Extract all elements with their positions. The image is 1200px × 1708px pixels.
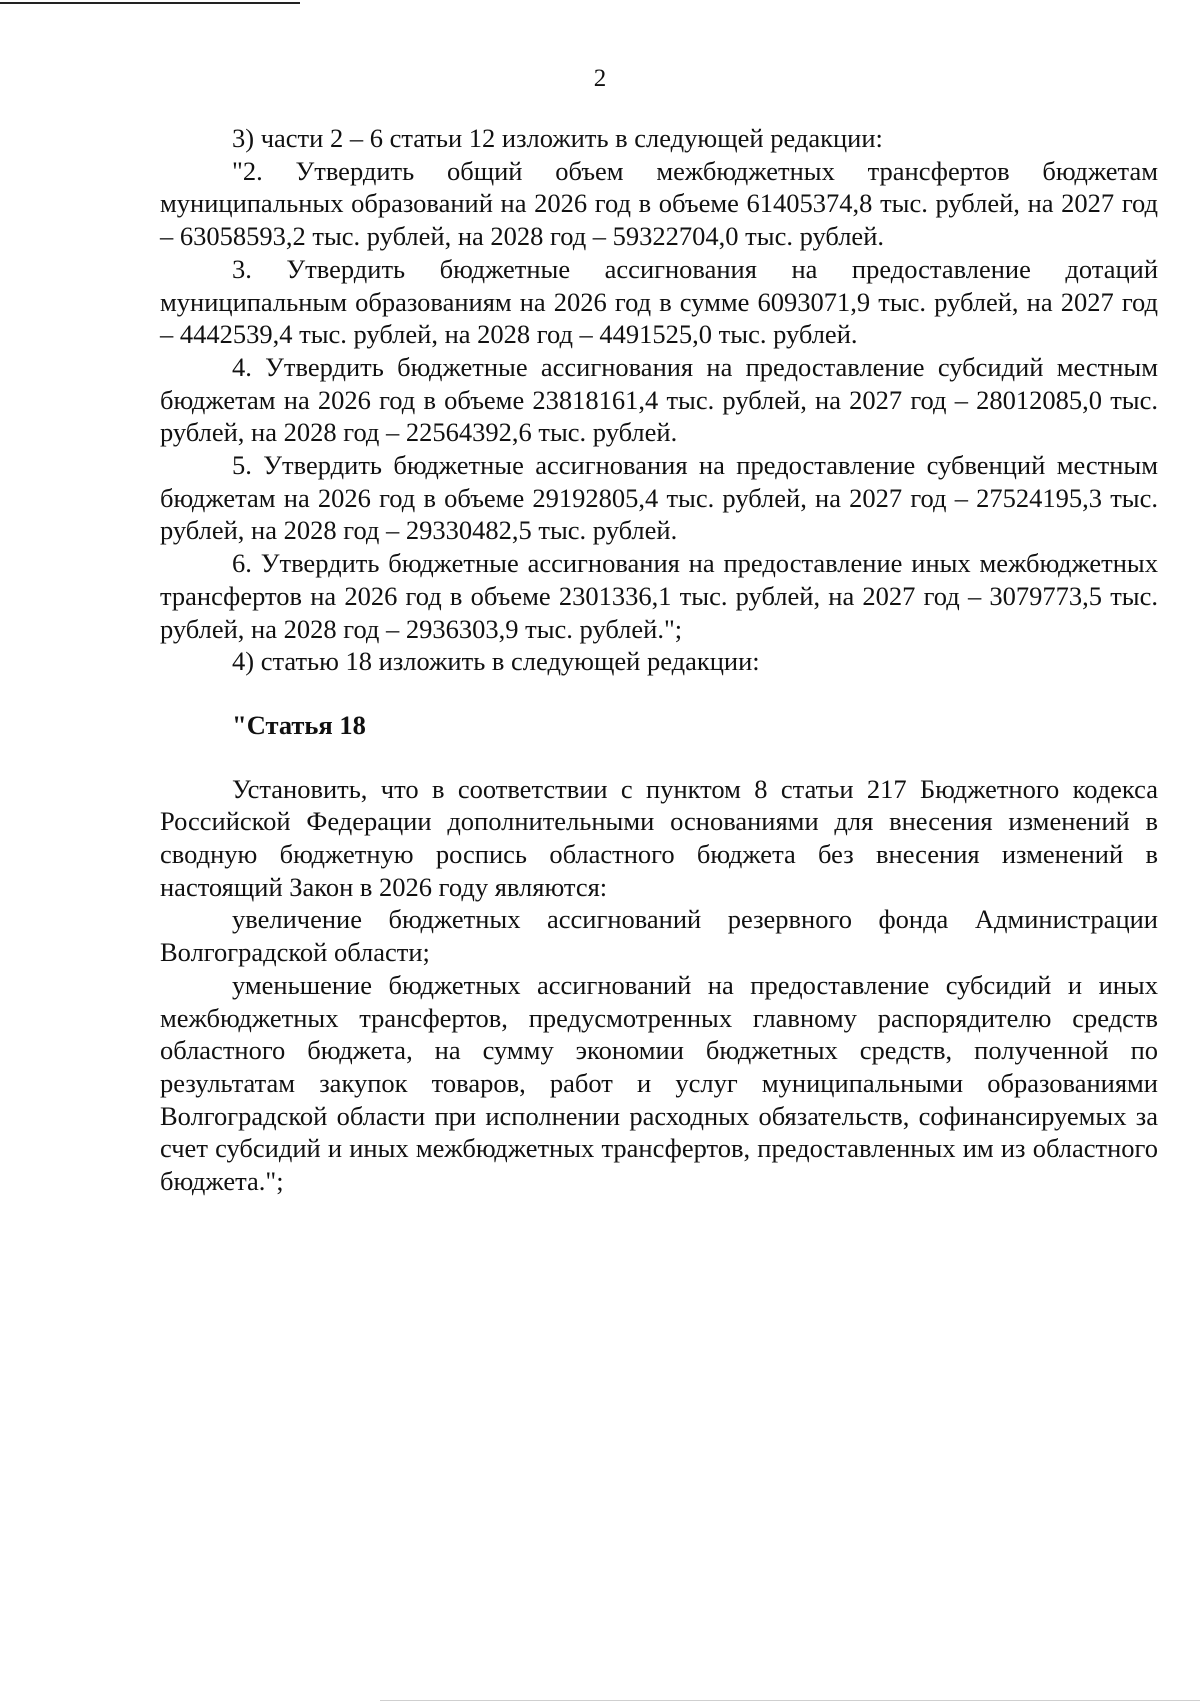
paragraph-part-5: 5. Утвердить бюджетные ассигнования на предоставление субвенций местным бюджетам на 2026 год в объеме 29192805,4 тыс. рублей, на 2027 год – 27524195,3 тыс. рублей, на 2028 год – 29330482,5 тыс. рублей. <box>160 450 1158 546</box>
page-number: 2 <box>593 65 607 92</box>
document-body <box>160 122 1158 1198</box>
paragraph-part-3: 3. Утвердить бюджетные ассигнования на предоставление дотаций муниципальным образованиям на 2026 год в сумме 6093071,9 тыс. рублей, на 2027 год – 4442539,4 тыс. рублей, на 2028 год – 4491525,0 тыс. рублей. <box>160 253 1158 350</box>
paragraph-part-4: 4. Утвердить бюджетные ассигнования на предоставление субсидий местным бюджетам на 2026 год в объеме 23818161,4 тыс. рублей, на 2027 год – 28012085,0 тыс. рублей, на 2028 год – 22564392,6 тыс. рублей. <box>160 351 1158 448</box>
bottom-edge-rule <box>380 1700 1200 1701</box>
paragraph-article-basis-2: уменьшение бюджетных ассигнований на предоставление субсидий и иных межбюджетных трансфертов, предусмотренных главному распорядителю средств областного бюджета, на сумму экономии бюджетных средств, полученной по результатам закупок товаров, работ и услуг муниципальными образованиями Волгоградской области при исполнении расходных обязательств, софинансируемых за счет субсидий и иных межбюджетных трансфертов, предоставленных им из областного бюджета."; <box>160 969 1158 1197</box>
paragraph-item-4: 4) статью 18 изложить в следующей редакции: <box>232 646 760 677</box>
article-heading: "Статья 18 <box>232 709 366 740</box>
paragraph-article-intro: Установить, что в соответствии с пунктом 8 статьи 217 Бюджетного кодекса Российской Федерации дополнительными основаниями для внесения изменений в сводную бюджетную роспись областного бюджета без внесения изменений в настоящий Закон в 2026 году являются: <box>160 773 1158 902</box>
paragraph-article-basis-1: увеличение бюджетных ассигнований резервного фонда Администрации Волгоградской области; <box>160 904 1158 968</box>
paragraph-item-3: 3) части 2 – 6 статьи 12 изложить в следующей редакции: <box>232 123 883 153</box>
top-edge-rule <box>0 2 300 4</box>
paragraph-part-2: "2. Утвердить общий объем межбюджетных трансфертов бюджетам муниципальных образований на 2026 год в объеме 61405374,8 тыс. рублей, на 2027 год – 63058593,2 тыс. рублей, на 2028 год – 59322704,0 тыс. рублей. <box>160 155 1158 252</box>
paragraph-part-6: 6. Утвердить бюджетные ассигнования на предоставление иных межбюджетных трансфертов на 2026 год в объеме 2301336,1 тыс. рублей, на 2027 год – 3079773,5 тыс. рублей, на 2028 год – 2936303,9 тыс. рублей."; <box>160 548 1158 644</box>
